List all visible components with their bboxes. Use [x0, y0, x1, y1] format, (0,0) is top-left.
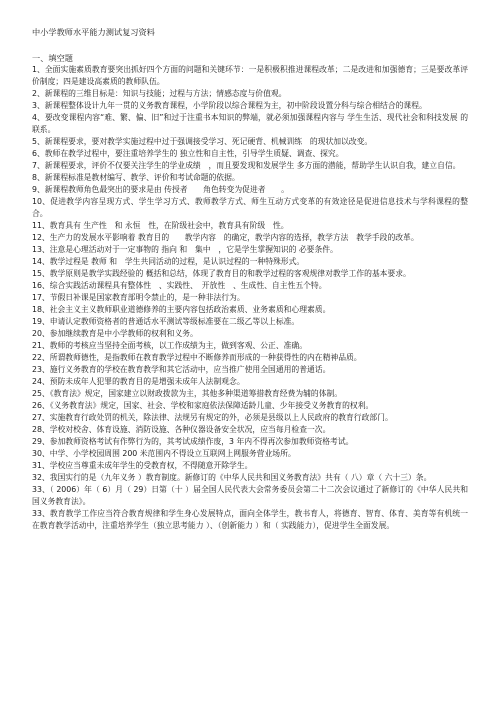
list-item: 3、新课程整体设计九年一贯的义务教育课程，小学阶段以综合课程为主，初中阶段设置分科与综合相结合的课程。	[32, 101, 427, 110]
list-item: 24、预防未成年人犯罪的教育目的是增强未成年人法制观念。	[32, 377, 245, 386]
list-item: 4、要改变课程内容“难、繁、偏、旧”和过于注重书本知识的弊端，就必须加强课程内容与 学生生活、现代社会和科技发展 的联系。	[32, 113, 468, 134]
list-item: 23、施行义务教育的学校在教育教学和其它活动中，应当推广使用全国通用的普通话。	[32, 365, 331, 374]
list-item: 20、参加继续教育是中小学教师的权利和义务。	[32, 329, 198, 338]
list-item: 5、新课程要求，要对教学实施过程中过于强调接受学习、死记硬背、机械训练 的现状加以改变。	[32, 137, 373, 146]
list-item: 2、新课程的三维目标是：知识与技能；过程与方法；情感态度与价值观。	[32, 89, 287, 98]
list-item: 8、新课程标准是教材编写、教学、评价和考试命题的依据。	[32, 173, 240, 182]
document-title: 中小学教师水平能力测试复习资料	[32, 27, 155, 37]
list-item: 7、新课程要求，评价不仅要关注学生的学业成绩 ，而且要发现和发展学生 多方面的潜能，帮助学生认识自我，建立自信。	[32, 161, 461, 170]
list-item: 18、社会主义主义教师职业道德修养的主要内容包括政治素质、业务素质和心理素质。	[32, 305, 331, 314]
list-item: 6、教师在教学过程中，要注重培养学生的 独立性和自主性，引导学生质疑、调查、探究。	[32, 149, 344, 158]
list-item: 33、（ 2006）年（ 6）月（ 29）日第（十 ）届全国人民代表大会常务委员会第二十二次会议通过了新修订的《中华人民共和国义务教育法》。	[32, 485, 468, 506]
list-item: 33、教育教学工作应当符合教育规律和学生身心发展特点，面向全体学生，教书育人，将德育、智育、体育、美育等有机统一在教育教学活动中，注重培养学生（独立思考能力 ）、（创新能力 ）和（ 实践能力），促进学生全面发展。	[32, 509, 468, 530]
list-item: 25、《教育法》规定，国家建立以财政拨款为主，其他多种渠道筹措教育经费为辅的体制。	[32, 389, 343, 398]
list-item: 31、学校应当尊重未成年学生的受教育权，不得随意开除学生。	[32, 461, 253, 470]
list-item: 30、中学、小学校园周围 200 米范围内不得设立互联网上网服务营业场所。	[32, 449, 296, 458]
list-item: 15、教学原则是教学实践经验的 概括和总结，体现了教育目的和教学过程的客观规律对教学工作的基本要求。	[32, 269, 411, 278]
document-page	[32, 26, 468, 532]
section-heading: 一、填空题	[32, 53, 73, 63]
list-item: 10、促进教学内容呈现方式、学生学习方式、教师教学方式、师生互动方式变革的有效途径是促进信息技术与学科课程的整合。	[32, 197, 468, 218]
list-item: 32、我国实行的是（九年义务 ）教育制度。新修订的《中华人民共和国义务教育法》共有（ 八）章（ 六十三）条。	[32, 473, 432, 482]
list-item: 11、教育具有 生产性 和 永恒 性，在阶级社会中，教育具有阶级 性。	[32, 221, 289, 230]
list-item: 16、综合实践活动课程具有整体性 、实践性、 开放性 、生成性、自主性五个特。	[32, 281, 327, 290]
list-item: 13、注意是心理活动对于一定事物的 指向 和 集中 ，它是学生掌握知识的 必要条件。	[32, 245, 338, 254]
item-list	[32, 64, 468, 532]
list-item: 22、所谓教师德性，是指教师在教育教学过程中不断修养而形成的一种获得性的内在精神品质。	[32, 353, 362, 362]
list-item: 28、学校对校舍、体育设施、消防设施、各种仪器设备安全状况，应当每月检查一次。	[32, 425, 331, 434]
list-item: 26、《义务教育法》规定，国家、社会、学校和家庭依法保障适龄儿童、少年接受义务教育的权利。	[32, 401, 374, 410]
list-item: 21、教师的考核应当坚持全面考核，以工作成绩为主，做到客观、公正、准确。	[32, 341, 308, 350]
list-item: 19、申请认定教师资格者的普通话水平测试等级标准要在二级乙等以上标准。	[32, 317, 300, 326]
list-item: 14、教学过程是 教师 和 学生共同活动的过程，是认识过程的一种特殊形式。	[32, 257, 305, 266]
list-item: 29、参加教师资格考试有作弊行为的，其考试成绩作废，3 年内不得再次参加教师资格考试。	[32, 437, 354, 446]
list-item: 9、新课程教师角色最突出的要求是由 传授者 角色转变为促进者 。	[32, 185, 289, 194]
list-item: 12、生产力的发展水平影响着 教育目的 教学内容 的确定，教学内容的选择，教学方法 教学手段的改革。	[32, 233, 419, 242]
list-item: 27、实施教育行政处罚的机关，除法律、法规另有规定的外，必须是县级以上人民政府的教育行政部门。	[32, 413, 393, 422]
list-item: 1、全面实施素质教育要突出抓好四个方面的问题和关键环节：一是积极积推进课程改革；二是改进和加强德育；三是要改革评价制度；四是建设高素质的教师队伍。	[32, 65, 468, 86]
list-item: 17、节假日补课是国家教育部明令禁止的，是一种非法行为。	[32, 293, 245, 302]
